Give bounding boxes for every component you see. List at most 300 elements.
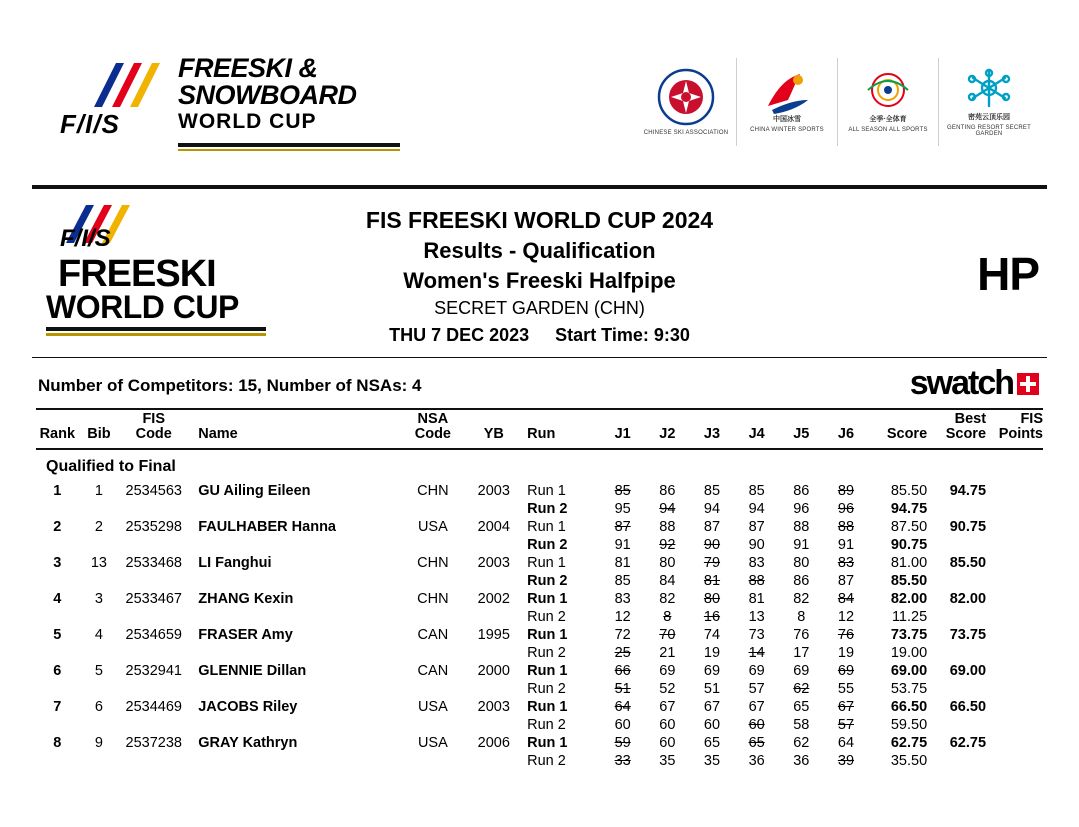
cell-judge-2: 84 [659,573,676,590]
cell-judge-4: 65 [748,735,765,752]
competitors-count: Number of Competitors: 15, Number of NSAs: 4 [38,376,422,395]
cell-judge-4: 69 [748,663,765,680]
fis-world-cup-logo [60,53,357,150]
cell-fis-points [986,734,1043,752]
cell-bib [79,680,120,698]
col-fis-points-l2: Points [998,426,1043,443]
cell-judge-1: 91 [614,537,631,554]
top-header-band [0,0,1079,185]
cell-judge-2: 35 [659,753,676,770]
event-datetime [0,322,1079,348]
cell-judge-3: 74 [703,627,721,644]
swatch-wordmark: swatch [909,364,1013,402]
cell-run-score: 11.25 [891,609,928,626]
cell-judge-1: 51 [614,681,631,698]
cell-best-score [927,644,986,662]
cell-name [188,500,397,518]
cell-fis-points [986,482,1043,500]
cell-best-score: 62.75 [949,735,987,752]
cell-nsa [397,644,468,662]
cell-judge-4: 57 [748,681,765,698]
cell-judge-3: 87 [703,519,721,536]
cell-best-score [927,572,986,590]
col-name: Name [198,425,238,442]
cell-judge-1: 87 [614,519,631,536]
cell-best-score [927,716,986,734]
genting-caption-en: GENTING RESORT SECRET GARDEN [947,124,1031,138]
cell-name [188,680,397,698]
table-row [36,500,1043,518]
cell-judge-6: 39 [837,753,855,770]
cell-judge-5: 69 [793,663,810,680]
cell-yb [468,536,519,554]
cell-name: LI Fanghui [198,555,272,572]
cell-judge-6: 19 [837,645,855,662]
cell-judge-2: 80 [659,555,676,572]
col-best-l2: Score [945,426,987,443]
table-row [36,734,1043,752]
cell-fis-points [986,572,1043,590]
cell-run-score: 87.50 [890,519,928,536]
col-nsa-l2: Code [414,426,451,443]
cell-judge-2: 8 [663,609,672,626]
china-ski-association-caption: CHINESE SKI ASSOCIATION [643,130,729,137]
cell-judge-4: 83 [748,555,765,572]
cell-yb [468,716,519,734]
cell-run-score: 62.75 [890,735,928,752]
cell-yb: 2006 [477,735,510,752]
cell-judge-1: 85 [614,573,631,590]
col-fis-code [119,410,188,448]
cell-judge-3: 81 [703,573,721,590]
cell-judge-3: 67 [703,699,721,716]
cell-run-score: 19.00 [890,645,928,662]
cell-fis-points [986,716,1043,734]
table-row [36,590,1043,608]
cell-yb: 2003 [477,699,510,716]
cell-name: GRAY Kathryn [198,735,298,752]
cell-bib: 4 [94,627,103,644]
col-j3: J3 [703,425,721,442]
cell-judge-6: 88 [837,519,855,536]
col-fis-code-l1: FIS [142,411,165,427]
cell-run-score: 73.75 [890,627,928,644]
col-bib: Bib [87,425,111,442]
cell-yb [468,680,519,698]
cell-judge-6: 69 [837,663,855,680]
cell-judge-2: 60 [659,717,676,734]
cell-nsa [397,680,468,698]
cell-name [188,608,397,626]
cell-name: ZHANG Kexin [198,591,294,608]
cell-rank [36,608,79,626]
cell-nsa [397,608,468,626]
cell-judge-3: 51 [703,681,721,698]
cell-bib: 13 [90,555,107,572]
cell-rank [36,572,79,590]
cell-run-score: 59.50 [890,717,928,734]
col-rank: Rank [39,425,76,442]
cell-yb [468,608,519,626]
cell-rank: 7 [53,699,62,716]
col-j4: J4 [748,425,765,442]
cell-best-score: 90.75 [949,519,987,536]
cell-judge-1: 66 [614,663,631,680]
cell-name: JACOBS Riley [198,699,298,716]
cell-yb [468,500,519,518]
cell-fis-code: 2534469 [125,699,182,716]
swatch-cross-icon [1017,373,1039,395]
cell-rank: 4 [53,591,62,608]
cell-judge-3: 65 [703,735,721,752]
col-j5: J5 [793,425,810,442]
cell-judge-2: 92 [659,537,676,554]
cell-run-score: 53.75 [890,681,928,698]
genting-secret-garden-logo [938,58,1039,146]
cell-fis-code [119,716,188,734]
col-best-score [927,410,986,448]
cell-name [188,644,397,662]
cell-run-score: 35.50 [890,753,928,770]
cell-yb: 2003 [477,555,510,572]
cell-fis-code: 2537238 [125,735,182,752]
cell-nsa: CAN [417,663,449,680]
event-date: THU 7 DEC 2023 [389,324,530,345]
wc-underline [178,143,400,147]
cell-nsa [397,752,468,770]
cell-nsa: USA [417,735,448,752]
event-titles [0,205,1079,348]
cell-name [188,536,397,554]
china-winter-sports-logo [736,58,837,146]
cell-judge-1: 95 [614,501,631,518]
cell-fis-points [986,680,1043,698]
cell-rank: 6 [53,663,62,680]
cell-run-score: 85.50 [890,573,928,590]
cell-judge-5: 86 [793,483,810,500]
cell-judge-4: 90 [748,537,765,554]
cell-bib [79,644,120,662]
cell-fis-code: 2534659 [125,627,182,644]
cell-judge-3: 94 [703,501,721,518]
cell-name: FRASER Amy [198,627,293,644]
cell-judge-2: 82 [659,591,676,608]
cell-name: FAULHABER Hanna [198,519,336,536]
cell-best-score: 69.00 [949,663,987,680]
cell-rank [36,752,79,770]
cell-fis-points [986,626,1043,644]
cell-nsa: CHN [417,483,449,500]
cell-judge-6: 12 [837,609,855,626]
cell-fis-code: 2534563 [125,483,182,500]
china-ski-association-logo [636,58,736,146]
swatch-logo [910,364,1039,403]
cell-judge-6: 57 [837,717,855,734]
cell-run-label: Run 2 [527,717,566,734]
table-row [36,572,1043,590]
cell-name [188,752,397,770]
cell-rank [36,536,79,554]
cell-fis-code [119,644,188,662]
cell-run-label: Run 2 [527,753,566,770]
table-row [36,662,1043,680]
fis-wordmark-secondary: F/I/S [60,225,111,252]
event-subtitle: Results - Qualification [423,238,656,264]
cell-judge-1: 60 [614,717,631,734]
cell-run-label: Run 2 [527,681,566,698]
cell-run-score: 82.00 [890,591,928,608]
cell-rank: 5 [53,627,62,644]
cell-judge-2: 69 [659,663,676,680]
cell-nsa [397,716,468,734]
cell-yb [468,752,519,770]
all-season-all-sports-logo [837,58,938,146]
cell-fis-points [986,644,1043,662]
cell-nsa: CHN [417,555,449,572]
cell-judge-1: 81 [614,555,631,572]
cell-run-score: 69.00 [890,663,928,680]
cell-fis-code [119,608,188,626]
table-row [36,536,1043,554]
world-cup-wordmark [178,55,357,132]
col-score: Score [886,425,928,442]
discipline-code: HP [977,248,1039,300]
cell-best-score: 94.75 [949,483,987,500]
cell-bib [79,716,120,734]
table-row [36,554,1043,572]
cell-run-score: 81.00 [890,555,928,572]
section-label-qualified: Qualified to Final [46,458,176,476]
genting-caption-cn: 密苑云顶乐园 [968,114,1010,122]
cell-judge-4: 60 [748,717,765,734]
cell-judge-4: 85 [748,483,765,500]
cell-judge-6: 55 [837,681,855,698]
cell-judge-1: 72 [614,627,631,644]
cell-judge-5: 96 [793,501,810,518]
cell-judge-5: 82 [793,591,810,608]
cell-judge-4: 73 [748,627,765,644]
cell-judge-1: 25 [614,645,631,662]
results-tbody [36,482,1043,770]
col-j1: J1 [614,425,631,442]
cell-rank: 1 [53,483,62,500]
table-row [36,698,1043,716]
cell-fis-code: 2533467 [125,591,182,608]
cell-run-label: Run 2 [527,645,566,662]
cell-judge-2: 52 [659,681,676,698]
cell-name [188,716,397,734]
cell-judge-6: 83 [837,555,855,572]
cell-judge-2: 88 [659,519,676,536]
cell-fis-points [986,662,1043,680]
cell-best-score: 85.50 [949,555,987,572]
cell-bib [79,752,120,770]
cell-fis-points [986,698,1043,716]
table-row [36,608,1043,626]
cell-best-score: 82.00 [949,591,987,608]
cell-judge-3: 85 [703,483,721,500]
cell-nsa: USA [417,699,448,716]
cell-run-label: Run 1 [527,699,568,716]
cell-rank [36,644,79,662]
cell-run-score: 94.75 [890,501,928,518]
cell-judge-6: 96 [837,501,855,518]
col-best-l1: Best [954,411,987,427]
table-header [36,410,1043,448]
cell-judge-5: 17 [793,645,810,662]
event-start-time: Start Time: 9:30 [555,324,690,345]
cell-fis-code: 2532941 [125,663,182,680]
china-winter-sports-caption-cn: 中国冰雪 [773,116,801,124]
cell-fis-points [986,500,1043,518]
cell-judge-6: 89 [837,483,855,500]
cell-yb: 2002 [477,591,510,608]
cell-best-score [927,536,986,554]
cell-judge-5: 36 [793,753,810,770]
cell-bib [79,536,120,554]
cell-judge-5: 62 [793,735,810,752]
cell-name [188,572,397,590]
cell-bib [79,500,120,518]
cell-judge-3: 35 [703,753,721,770]
col-fis-points-l1: FIS [1020,411,1043,427]
freeski-wordmark: FREESKI [58,253,216,295]
cell-fis-points [986,608,1043,626]
table-row [36,716,1043,734]
wc-line-2: SNOWBOARD [178,80,357,110]
cell-nsa [397,500,468,518]
cell-judge-5: 8 [797,609,806,626]
cell-fis-points [986,590,1043,608]
cell-judge-6: 76 [837,627,855,644]
cell-fis-code [119,572,188,590]
cell-rank: 2 [53,519,62,536]
world-cup-wordmark-2: WORLD CUP [46,289,239,325]
cell-fis-code: 2533468 [125,555,182,572]
cell-fis-points [986,554,1043,572]
china-winter-sports-caption-en: CHINA WINTER SPORTS [750,127,824,134]
cell-judge-5: 62 [793,681,810,698]
cell-run-label: Run 2 [527,609,566,626]
cell-rank [36,500,79,518]
cell-judge-3: 79 [703,555,721,572]
col-run: Run [527,425,556,442]
cell-judge-5: 80 [793,555,810,572]
cell-rank [36,716,79,734]
table-row [36,518,1043,536]
cell-fis-code [119,752,188,770]
cell-judge-2: 60 [659,735,676,752]
cell-best-score [927,752,986,770]
cell-judge-6: 87 [837,573,855,590]
cell-rank: 3 [53,555,62,572]
cell-bib [79,572,120,590]
cell-judge-4: 81 [748,591,765,608]
cell-judge-4: 13 [748,609,765,626]
cell-yb: 2004 [477,519,510,536]
cell-fis-code [119,680,188,698]
col-fis-code-l2: Code [135,426,172,443]
col-yb: YB [483,425,504,442]
col-nsa-l1: NSA [417,411,449,427]
cell-judge-1: 83 [614,591,631,608]
cell-judge-2: 21 [659,645,676,662]
cell-judge-3: 16 [703,609,721,626]
cell-judge-4: 36 [748,753,765,770]
col-j2: J2 [659,425,676,442]
cell-judge-3: 80 [703,591,721,608]
cell-rank [36,680,79,698]
cell-bib: 9 [94,735,103,752]
cell-judge-1: 59 [614,735,631,752]
table-row [36,752,1043,770]
cell-yb [468,572,519,590]
col-nsa [397,410,468,448]
cell-bib: 3 [94,591,103,608]
cell-fis-code [119,500,188,518]
cell-nsa: CHN [417,591,449,608]
fis-wordmark: F/I/S [60,109,120,139]
cell-nsa: USA [417,519,448,536]
cell-run-label: Run 1 [527,519,566,536]
cell-fis-points [986,518,1043,536]
cell-fis-code: 2535298 [125,519,182,536]
cell-judge-1: 33 [614,753,631,770]
cell-judge-6: 84 [837,591,855,608]
sponsor-logos [636,58,1039,146]
cell-name: GU Ailing Eileen [198,483,311,500]
cell-yb: 2003 [477,483,510,500]
cell-run-label: Run 2 [527,537,568,554]
cell-name: GLENNIE Dillan [198,663,307,680]
cell-judge-5: 65 [793,699,810,716]
cell-run-label: Run 1 [527,735,568,752]
title-divider [32,357,1047,358]
cell-yb: 1995 [477,627,510,644]
cell-judge-2: 94 [659,501,676,518]
cell-best-score [927,608,986,626]
table-row [36,644,1043,662]
col-j6: J6 [837,425,855,442]
cell-judge-3: 60 [703,717,721,734]
cell-run-score: 66.50 [890,699,928,716]
cell-judge-5: 86 [793,573,810,590]
fis-logo-icon [60,63,170,139]
cell-yb: 2000 [477,663,510,680]
cell-judge-5: 58 [793,717,810,734]
cell-fis-points [986,752,1043,770]
cell-judge-6: 67 [837,699,855,716]
cell-judge-1: 85 [614,483,631,500]
event-venue: SECRET GARDEN (CHN) [434,298,645,319]
cell-judge-2: 70 [659,627,676,644]
cell-run-label: Run 1 [527,483,566,500]
results-table [36,410,1043,448]
cell-judge-6: 91 [837,537,855,554]
summary-row [0,364,1079,408]
cell-judge-5: 88 [793,519,810,536]
event-category: Women's Freeski Halfpipe [403,267,676,293]
cell-judge-4: 87 [748,519,765,536]
cell-nsa: CAN [417,627,449,644]
cell-judge-4: 14 [748,645,765,662]
cell-nsa [397,572,468,590]
cell-judge-4: 94 [748,501,765,518]
cell-run-score: 90.75 [890,537,928,554]
cell-judge-3: 90 [703,537,721,554]
cell-run-label: Run 2 [527,573,568,590]
cell-run-label: Run 1 [527,663,568,680]
